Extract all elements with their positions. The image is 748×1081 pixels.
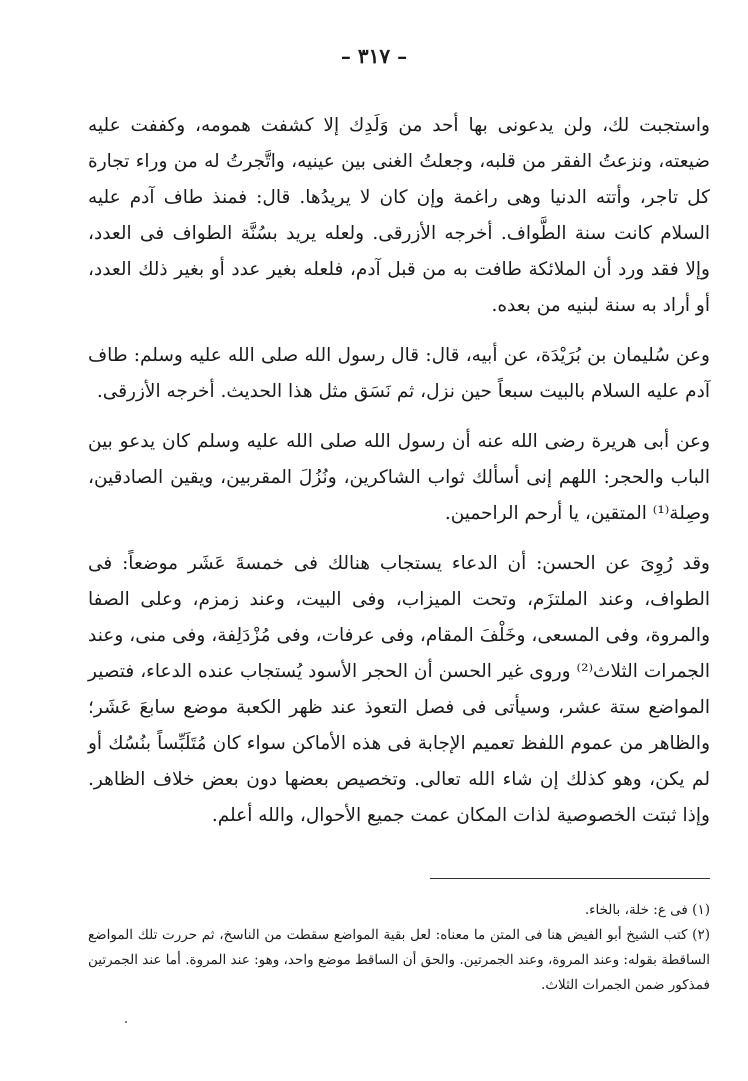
paragraph-spacer: [88, 324, 710, 338]
footnotes: [88, 898, 710, 998]
paragraph-1: واستجبت لك، ولن يدعونى بها أحد من وَلَدِك إلا كشفت همومه، وكففت عليه ضيعته، ونزعتُ الفقر من قلبه، وجعلتُ الغنى بين عينيه، واتَّجرتُ له من وراء تجارة كل تاجر، وأتته الدنيا وهى راغمة وإن كان لا يريدُها. قال: فمنذ طاف آدم عليه السلام كانت سنة الطَّواف. أخرجه الأزرقى. ولعله يريد بسُنَّة الطواف فى العدد، وإلا فقد ورد أن الملائكة طافت به من قبل آدم، فلعله بغير عدد أو بغير ذلك العدد، أو أراد به سنة لبنيه من بعده.: [88, 115, 710, 316]
paragraph-spacer: [88, 532, 710, 546]
footnote-divider: [430, 878, 710, 879]
paragraph-2: وعن سُليمان بن بُرَيْدَة، عن أبيه، قال: قال رسول الله صلى الله عليه وسلم: طاف آدم عليه السلام بالبيت سبعاً حين نزل، ثم نَسَق مثل هذا الحديث. أخرجه الأزرقى.: [88, 345, 710, 402]
paragraph-4: وقد رُوِىَ عن الحسن: أن الدعاء يستجاب هنالك فى خمسةَ عَشَر موضعاً: فى الطواف، وعند الملتزَم، وتحت الميزاب، وفى البيت، وعند زمزم، وعلى الصفا والمروة، وفى المسعى، وخَلْفَ المقام، وفى عرفات، وفى مُزْدَلِفة، وفى منى، وعند الجمرات الثلاث⁽²⁾ وروى غير الحسن أن الحجر الأسود يُستجاب عنده الدعاء، فتصير المواضع ستة عشر، وسيأتى فى فصل التعوذ عند ظهر الكعبة موضع سابعَ عَشَر؛ والظاهر من عموم اللفظ تعميم الإجابة فى هذه الأماكن سواء كان مُتَلَبِّساً بنُسُك أو لم يكن، وهو كذلك إن شاء الله تعالى. وتخصيص بعضها دون بعض خلاف الظاهر. وإذا ثبتت الخصوصية لذات المكان عمت جميع الأحوال، والله أعلم.: [88, 553, 711, 826]
print-speck: [125, 1021, 127, 1023]
footnote-1: (١) فى ع: خلة، بالخاء.: [584, 902, 710, 918]
main-text: [88, 108, 710, 834]
paragraph-spacer: [88, 410, 710, 424]
page-number: – ٣١٧ –: [340, 44, 408, 68]
footnote-2: (٢) كتب الشيخ أبو الفيض هنا فى المتن ما معناه: لعل بقية المواضع سقطت من الناسخ، ثم حررت تلك المواضع الساقطة بقوله: وعند المروة، وعند الجمرتين. والحق أن الساقط موضع واحد، وهو: عند المروة. أما عند الجمرتين فمذكور ضمن الجمرات الثلاث.: [88, 927, 710, 993]
paragraph-3: وعن أبى هريرة رضى الله عنه أن رسول الله صلى الله عليه وسلم كان يدعو بين الباب والحجر: اللهم إنى أسألك ثواب الشاكرين، ونُزُلَ المقربين، ويقين الصادقين، وصِلة⁽¹⁾ المتقين، يا أرحم الراحمين.: [88, 431, 710, 524]
